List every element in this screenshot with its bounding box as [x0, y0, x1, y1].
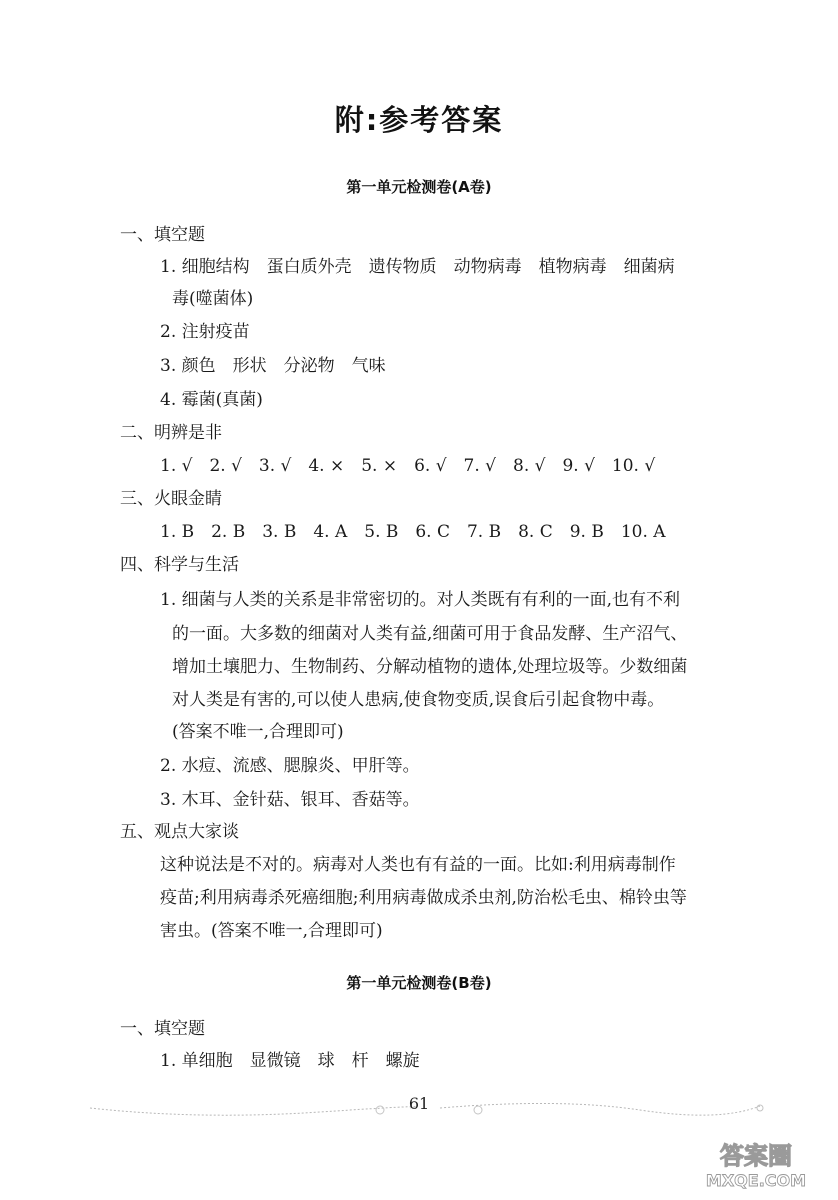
page-number: 61 — [408, 1094, 430, 1113]
a-s3-heading: 三、火眼金睛 — [120, 489, 222, 509]
a-s5-heading: 五、观点大家谈 — [120, 822, 239, 842]
a-s1-q1-line1: 1. 细胞结构 蛋白质外壳 遗传物质 动物病毒 植物病毒 细菌病 — [160, 257, 675, 277]
a-s5-line2: 疫苗;利用病毒杀死癌细胞;利用病毒做成杀虫剂,防治松毛虫、棉铃虫等 — [160, 888, 687, 908]
b-s1-heading: 一、填空题 — [120, 1019, 205, 1039]
a-s5-line1: 这种说法是不对的。病毒对人类也有有益的一面。比如:利用病毒制作 — [160, 855, 676, 875]
a-s3-answers: 1. B 2. B 3. B 4. A 5. B 6. C 7. B 8. C 9. B 10. A — [160, 522, 666, 542]
a-s1-q1-line2: 毒(噬菌体) — [172, 289, 254, 309]
a-s2-heading: 二、明辨是非 — [120, 423, 222, 443]
a-s4-q1-line4: 对人类是有害的,可以使人患病,使食物变质,误食后引起食物中毒。 — [172, 690, 665, 710]
section-b-title: 第一单元检测卷(B卷) — [346, 974, 492, 992]
watermark-logo — [686, 1136, 826, 1192]
a-s1-heading: 一、填空题 — [120, 225, 205, 245]
a-s4-q1-line1: 1. 细菌与人类的关系是非常密切的。对人类既有有利的一面,也有不利 — [160, 590, 681, 610]
a-s1-q3: 3. 颜色 形状 分泌物 气味 — [160, 356, 386, 376]
section-a-title: 第一单元检测卷(A卷) — [346, 178, 492, 196]
a-s1-q4: 4. 霉菌(真菌) — [160, 390, 263, 410]
page-title: 附:参考答案 — [334, 103, 504, 137]
a-s2-answers: 1. √ 2. √ 3. √ 4. × 5. × 6. √ 7. √ 8. √ 9. √ 10. √ — [160, 456, 656, 476]
a-s4-q1-line5: (答案不唯一,合理即可) — [172, 722, 344, 742]
a-s4-heading: 四、科学与生活 — [120, 555, 239, 575]
a-s4-q2: 2. 水痘、流感、腮腺炎、甲肝等。 — [160, 756, 420, 776]
a-s1-q2: 2. 注射疫苗 — [160, 322, 250, 342]
a-s5-line3: 害虫。(答案不唯一,合理即可) — [160, 921, 383, 941]
a-s4-q1-line2: 的一面。大多数的细菌对人类有益,细菌可用于食品发酵、生产沼气、 — [172, 624, 688, 644]
a-s4-q1-line3: 增加土壤肥力、生物制药、分解动植物的遗体,处理垃圾等。少数细菌 — [172, 657, 688, 677]
svg-text:答案圈: 答案圈 — [720, 1142, 792, 1170]
b-s1-q1: 1. 单细胞 显微镜 球 杆 螺旋 — [160, 1051, 420, 1071]
a-s4-q3: 3. 木耳、金针菇、银耳、香菇等。 — [160, 790, 420, 810]
svg-text:MXQE.COM: MXQE.COM — [705, 1171, 807, 1190]
